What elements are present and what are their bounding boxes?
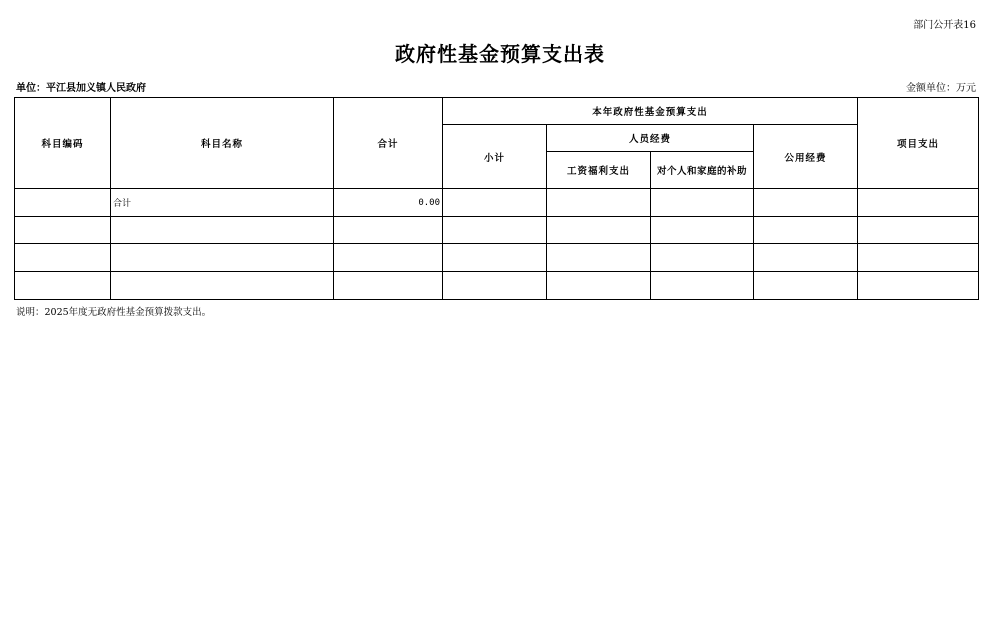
- cell-name: [111, 244, 334, 272]
- cell-code: [15, 217, 111, 244]
- header-subject-name: 科目名称: [111, 98, 334, 189]
- header-project-expenditure: 项目支出: [858, 98, 979, 189]
- cell-project: [858, 217, 979, 244]
- header-total: 合计: [334, 98, 443, 189]
- reporting-unit: 单位：平江县加义镇人民政府: [16, 83, 146, 94]
- cell-subsidies: [651, 189, 754, 217]
- cell-subsidies: [651, 244, 754, 272]
- cell-project: [858, 244, 979, 272]
- cell-code: [15, 272, 111, 300]
- header-public-expenses: 公用经费: [754, 125, 858, 189]
- cell-wages: [547, 217, 651, 244]
- footnote: 说明：2025年度无政府性基金预算拨款支出。: [16, 307, 212, 318]
- amount-unit: 金额单位：万元: [906, 83, 976, 94]
- cell-wages: [547, 272, 651, 300]
- cell-total: 0.00: [334, 189, 443, 217]
- cell-subsidies: [651, 272, 754, 300]
- cell-subtotal: [443, 189, 547, 217]
- cell-wages: [547, 244, 651, 272]
- header-personnel: 人员经费: [547, 125, 754, 152]
- table-row: [15, 189, 979, 217]
- header-subsidies-individuals: 对个人和家庭的补助: [651, 152, 754, 189]
- cell-project: [858, 189, 979, 217]
- header-subject-code: 科目编码: [15, 98, 111, 189]
- table-row: [15, 272, 979, 300]
- header-current-year: 本年政府性基金预算支出: [443, 98, 858, 125]
- cell-public: [754, 217, 858, 244]
- cell-code: [15, 244, 111, 272]
- cell-subsidies: [651, 217, 754, 244]
- cell-subtotal: [443, 244, 547, 272]
- header-wages-welfare: 工资福利支出: [547, 152, 651, 189]
- page-title: 政府性基金预算支出表: [395, 42, 605, 66]
- cell-public: [754, 272, 858, 300]
- cell-total: [334, 272, 443, 300]
- document-code: 部门公开表16: [913, 20, 976, 31]
- cell-subtotal: [443, 217, 547, 244]
- cell-name: [111, 272, 334, 300]
- header-subtotal: 小计: [443, 125, 547, 189]
- cell-wages: [547, 189, 651, 217]
- cell-subtotal: [443, 272, 547, 300]
- cell-code: [15, 189, 111, 217]
- cell-total: [334, 244, 443, 272]
- cell-project: [858, 272, 979, 300]
- table-row: [15, 244, 979, 272]
- budget-table: [14, 97, 979, 300]
- cell-public: [754, 244, 858, 272]
- cell-public: [754, 189, 858, 217]
- table-row: [15, 217, 979, 244]
- cell-name: 合计: [111, 189, 334, 217]
- cell-total: [334, 217, 443, 244]
- cell-name: [111, 217, 334, 244]
